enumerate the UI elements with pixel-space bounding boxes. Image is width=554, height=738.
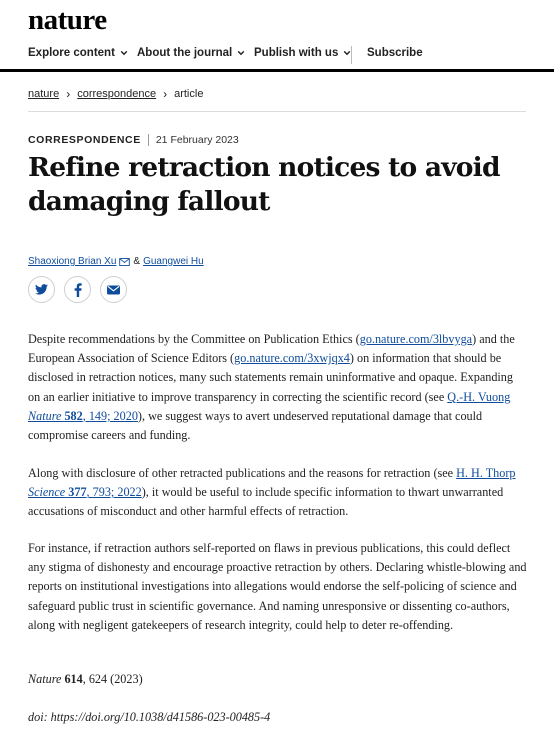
- breadcrumb-correspondence[interactable]: correspondence: [77, 88, 157, 100]
- reference-volume: 377: [68, 485, 87, 500]
- reference-pages: , 149; 2020: [82, 408, 138, 423]
- nav-divider: [351, 46, 352, 64]
- nav-label: Explore content: [28, 47, 115, 59]
- citation-journal: Nature: [28, 672, 62, 686]
- author-separator: &: [133, 256, 141, 267]
- reference-pages: , 793; 2022: [86, 485, 142, 500]
- divider: [28, 111, 526, 112]
- doi[interactable]: doi: https://doi.org/10.1038/d41586-023-00485-4: [28, 710, 271, 724]
- paragraph-text: ) and the European Association of Science Editors (: [28, 332, 515, 366]
- citation: [28, 672, 143, 687]
- share-email-button[interactable]: [100, 276, 127, 303]
- paragraph-text: Along with disclosure of other retracted publications and the reasons for retraction (see: [28, 466, 457, 480]
- article-meta: [28, 134, 239, 146]
- paragraph-text: ), it would be useful to include specific information to thwart unwarranted accusations of misconduct and other harmful effects of retraction.: [28, 485, 504, 519]
- paragraph-text: Despite recommendations by the Committee on Publication Ethics (: [28, 332, 360, 346]
- chevron-down-icon: [237, 49, 245, 57]
- breadcrumb: [28, 87, 203, 101]
- facebook-icon: [74, 283, 82, 297]
- nav-publish-with-us[interactable]: [254, 47, 351, 59]
- breadcrumb-nature[interactable]: nature: [28, 88, 60, 100]
- subscribe-link[interactable]: [367, 47, 423, 59]
- chevron-right-icon: ›: [163, 87, 168, 101]
- reference-link[interactable]: go.nature.com/3lbvyga: [359, 332, 473, 346]
- reference-author: H. H. Thorp: [456, 466, 516, 480]
- author-list: [28, 256, 204, 267]
- body-paragraph: [28, 330, 528, 445]
- share-facebook-button[interactable]: [64, 276, 91, 303]
- body-paragraph: For instance, if retraction authors self-reported on flaws in previous publications, this could deflect any stigma of dishonesty and encourage proactive retraction by others. Declaring whistle-blowing and reports on institutional investigations into allegations would endorse the self-policing of science and safeguard public trust in scientific governance. And naming unresponsive or dissenting co-authors, along with negligent gatekeepers of research integrity, could help to deter re-offending.: [28, 541, 527, 632]
- reference-journal: Nature: [28, 408, 62, 423]
- reference-link[interactable]: go.nature.com/3xwjqx4: [234, 351, 350, 366]
- nav-explore-content[interactable]: [28, 47, 128, 59]
- nature-logo[interactable]: nature: [28, 4, 107, 36]
- chevron-right-icon: ›: [66, 87, 71, 101]
- article-title: Refine retraction notices to avoid damaging fallout: [28, 152, 500, 217]
- reference-volume: 582: [64, 408, 83, 423]
- author-link[interactable]: Shaoxiong Brian Xu: [28, 256, 117, 267]
- twitter-icon: [35, 284, 48, 295]
- nav-about-journal[interactable]: [137, 47, 245, 59]
- breadcrumb-current: article: [174, 88, 204, 100]
- top-navigation: [0, 38, 554, 72]
- paragraph-text: ) on information that should be disclosed in retraction notices, many such statements remain uninformative and opaque. Expanding on an earlier initiative to improve transparency in correcting the scientific record (see: [28, 351, 513, 404]
- author-link[interactable]: Guangwei Hu: [143, 256, 204, 267]
- article-type: CORRESPONDENCE: [28, 134, 141, 146]
- nav-label: About the journal: [137, 47, 233, 59]
- nav-label: Publish with us: [254, 47, 339, 59]
- body-paragraph: [28, 464, 528, 522]
- reference-journal: Science: [28, 485, 66, 500]
- meta-separator: [148, 134, 149, 146]
- paragraph-text: ), we suggest ways to avert undeserved reputational damage that could compromise careers and funding.: [28, 408, 483, 443]
- envelope-icon[interactable]: [119, 258, 130, 266]
- citation-volume: 614: [64, 672, 83, 686]
- citation-pages: , 624 (2023): [82, 672, 143, 686]
- chevron-down-icon: [120, 49, 128, 57]
- share-twitter-button[interactable]: [28, 276, 55, 303]
- reference-author: Q.-H. Vuong: [447, 389, 511, 404]
- publication-date: 21 February 2023: [155, 134, 239, 146]
- subscribe-label: Subscribe: [367, 47, 423, 59]
- email-icon: [107, 285, 120, 295]
